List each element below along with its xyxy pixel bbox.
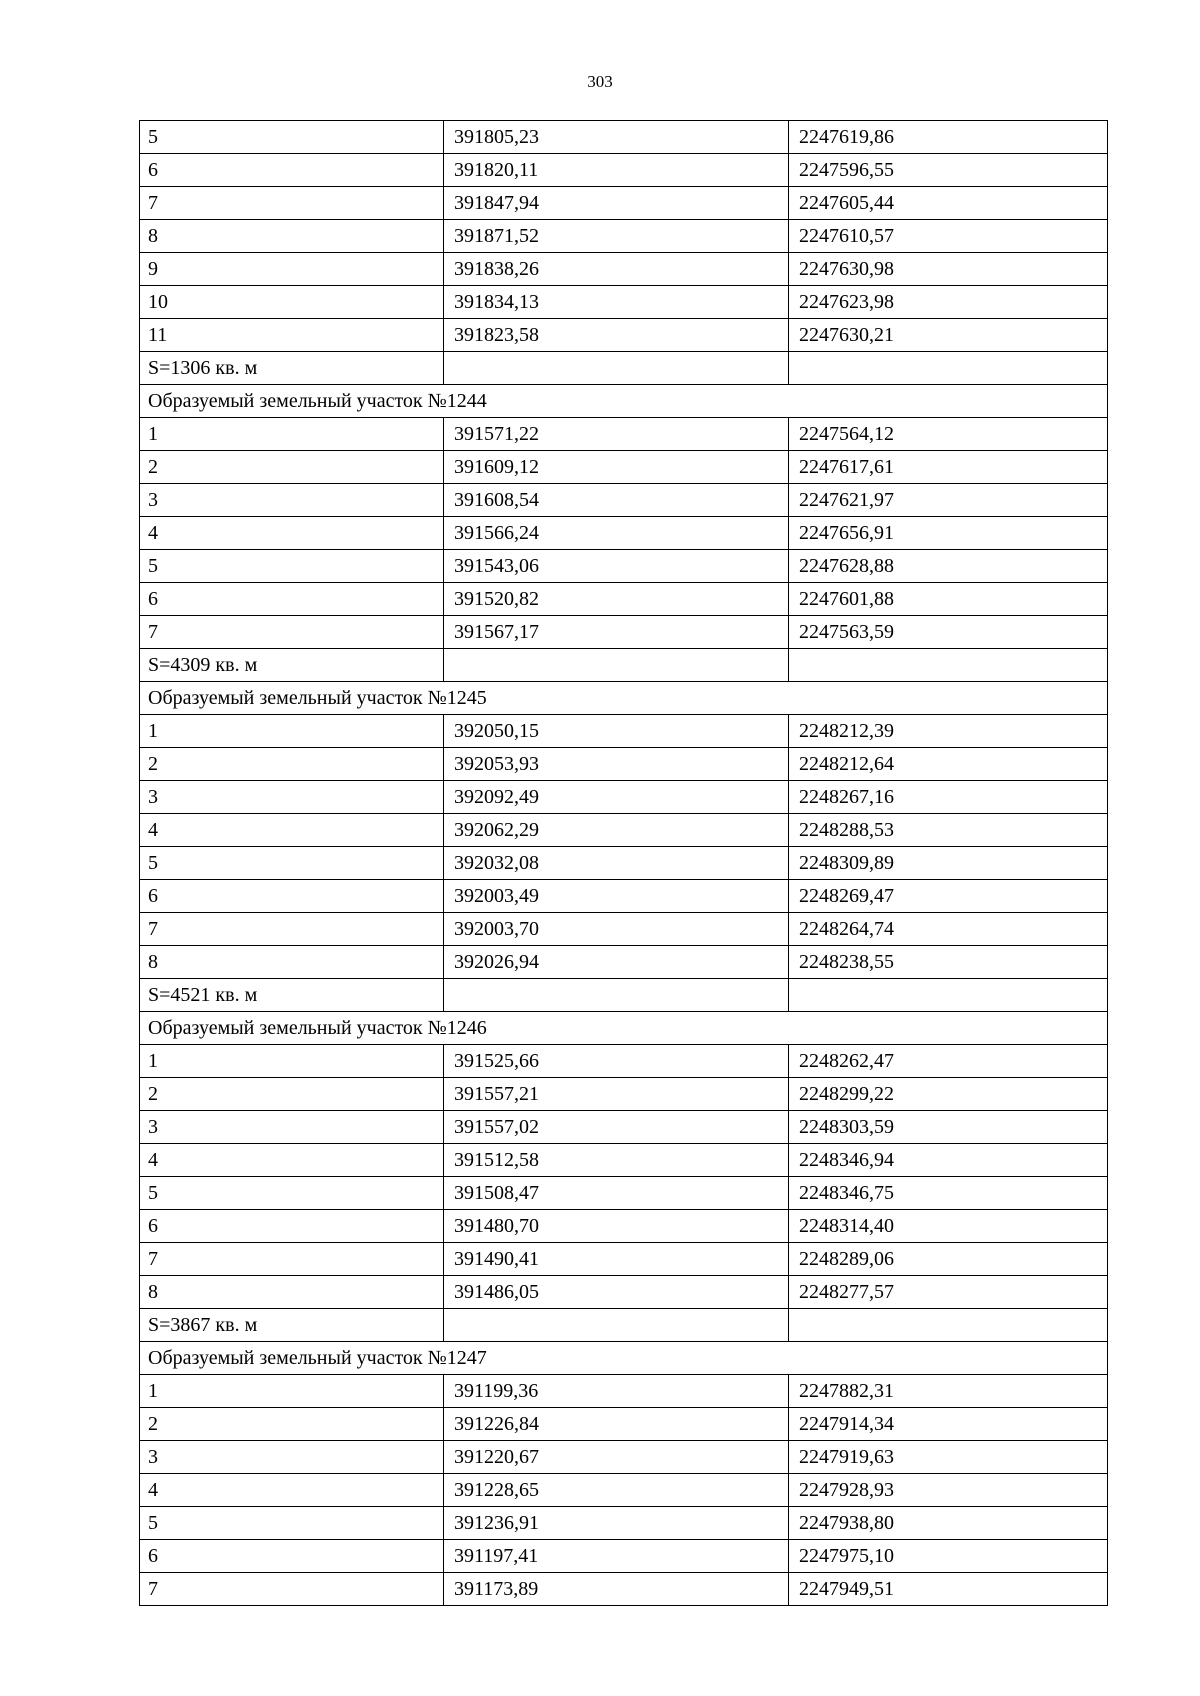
coordinate-row (140, 1540, 1108, 1573)
y-coordinate-cell: 2248346,94 (789, 1144, 1108, 1177)
x-coordinate-cell: 392050,15 (444, 715, 789, 748)
y-coordinate-cell: 2248346,75 (789, 1177, 1108, 1210)
area-row (140, 352, 1108, 385)
empty-cell (444, 649, 789, 682)
x-coordinate-cell: 391847,94 (444, 187, 789, 220)
y-coordinate-cell: 2248314,40 (789, 1210, 1108, 1243)
point-number-cell: 5 (140, 1177, 444, 1210)
y-coordinate-cell: 2247630,98 (789, 253, 1108, 286)
x-coordinate-cell: 391525,66 (444, 1045, 789, 1078)
point-number-cell: 3 (140, 781, 444, 814)
coordinate-row (140, 1045, 1108, 1078)
x-coordinate-cell: 391236,91 (444, 1507, 789, 1540)
coordinate-row (140, 187, 1108, 220)
y-coordinate-cell: 2247621,97 (789, 484, 1108, 517)
x-coordinate-cell: 391228,65 (444, 1474, 789, 1507)
x-coordinate-cell: 392062,29 (444, 814, 789, 847)
x-coordinate-cell: 391490,41 (444, 1243, 789, 1276)
x-coordinate-cell: 392032,08 (444, 847, 789, 880)
y-coordinate-cell: 2247617,61 (789, 451, 1108, 484)
parcel-title-cell: Образуемый земельный участок №1246 (140, 1012, 1108, 1045)
x-coordinate-cell: 391557,21 (444, 1078, 789, 1111)
y-coordinate-cell: 2247949,51 (789, 1573, 1108, 1606)
coordinate-row (140, 1144, 1108, 1177)
point-number-cell: 6 (140, 880, 444, 913)
y-coordinate-cell: 2247919,63 (789, 1441, 1108, 1474)
coordinates-table (139, 120, 1108, 1606)
y-coordinate-cell: 2247914,34 (789, 1408, 1108, 1441)
x-coordinate-cell: 392003,70 (444, 913, 789, 946)
x-coordinate-cell: 391567,17 (444, 616, 789, 649)
coordinate-row (140, 154, 1108, 187)
x-coordinate-cell: 391566,24 (444, 517, 789, 550)
x-coordinate-cell: 391512,58 (444, 1144, 789, 1177)
coordinate-row (140, 1243, 1108, 1276)
coordinate-row (140, 517, 1108, 550)
parcel-title-cell: Образуемый земельный участок №1247 (140, 1342, 1108, 1375)
point-number-cell: 5 (140, 121, 444, 154)
area-cell: S=4309 кв. м (140, 649, 444, 682)
empty-cell (789, 352, 1108, 385)
coordinate-row (140, 1573, 1108, 1606)
y-coordinate-cell: 2247610,57 (789, 220, 1108, 253)
y-coordinate-cell: 2248267,16 (789, 781, 1108, 814)
coordinate-row (140, 286, 1108, 319)
x-coordinate-cell: 391508,47 (444, 1177, 789, 1210)
area-row (140, 979, 1108, 1012)
point-number-cell: 5 (140, 847, 444, 880)
y-coordinate-cell: 2248212,39 (789, 715, 1108, 748)
point-number-cell: 11 (140, 319, 444, 352)
y-coordinate-cell: 2248212,64 (789, 748, 1108, 781)
page-number: 303 (587, 72, 613, 91)
y-coordinate-cell: 2247882,31 (789, 1375, 1108, 1408)
parcel-header-row (140, 682, 1108, 715)
x-coordinate-cell: 391823,58 (444, 319, 789, 352)
point-number-cell: 10 (140, 286, 444, 319)
y-coordinate-cell: 2248299,22 (789, 1078, 1108, 1111)
x-coordinate-cell: 391820,11 (444, 154, 789, 187)
y-coordinate-cell: 2248303,59 (789, 1111, 1108, 1144)
area-row (140, 649, 1108, 682)
y-coordinate-cell: 2247563,59 (789, 616, 1108, 649)
area-cell: S=3867 кв. м (140, 1309, 444, 1342)
coordinate-row (140, 814, 1108, 847)
y-coordinate-cell: 2248264,74 (789, 913, 1108, 946)
point-number-cell: 7 (140, 913, 444, 946)
y-coordinate-cell: 2247656,91 (789, 517, 1108, 550)
point-number-cell: 8 (140, 220, 444, 253)
point-number-cell: 7 (140, 1243, 444, 1276)
coordinate-row (140, 1210, 1108, 1243)
parcel-header-row (140, 1012, 1108, 1045)
point-number-cell: 4 (140, 517, 444, 550)
y-coordinate-cell: 2247975,10 (789, 1540, 1108, 1573)
coordinate-row (140, 418, 1108, 451)
y-coordinate-cell: 2248269,47 (789, 880, 1108, 913)
point-number-cell: 7 (140, 187, 444, 220)
y-coordinate-cell: 2247564,12 (789, 418, 1108, 451)
point-number-cell: 3 (140, 1111, 444, 1144)
x-coordinate-cell: 391486,05 (444, 1276, 789, 1309)
coordinate-row (140, 451, 1108, 484)
coordinate-row (140, 1078, 1108, 1111)
coordinate-row (140, 319, 1108, 352)
x-coordinate-cell: 391608,54 (444, 484, 789, 517)
y-coordinate-cell: 2248309,89 (789, 847, 1108, 880)
coordinate-row (140, 550, 1108, 583)
coordinate-row (140, 748, 1108, 781)
area-row (140, 1309, 1108, 1342)
point-number-cell: 7 (140, 1573, 444, 1606)
point-number-cell: 2 (140, 748, 444, 781)
parcel-header-row (140, 385, 1108, 418)
y-coordinate-cell: 2248238,55 (789, 946, 1108, 979)
empty-cell (444, 979, 789, 1012)
y-coordinate-cell: 2247938,80 (789, 1507, 1108, 1540)
empty-cell (444, 352, 789, 385)
coordinate-row (140, 583, 1108, 616)
point-number-cell: 2 (140, 1408, 444, 1441)
coordinate-row (140, 1474, 1108, 1507)
x-coordinate-cell: 391838,26 (444, 253, 789, 286)
point-number-cell: 4 (140, 814, 444, 847)
y-coordinate-cell: 2247623,98 (789, 286, 1108, 319)
y-coordinate-cell: 2248277,57 (789, 1276, 1108, 1309)
coordinate-row (140, 1375, 1108, 1408)
coordinate-row (140, 715, 1108, 748)
point-number-cell: 1 (140, 418, 444, 451)
coordinate-row (140, 1111, 1108, 1144)
point-number-cell: 2 (140, 451, 444, 484)
y-coordinate-cell: 2247605,44 (789, 187, 1108, 220)
coordinate-row (140, 847, 1108, 880)
point-number-cell: 7 (140, 616, 444, 649)
y-coordinate-cell: 2247619,86 (789, 121, 1108, 154)
coordinate-row (140, 946, 1108, 979)
point-number-cell: 8 (140, 946, 444, 979)
x-coordinate-cell: 391226,84 (444, 1408, 789, 1441)
coordinate-row (140, 1276, 1108, 1309)
y-coordinate-cell: 2248288,53 (789, 814, 1108, 847)
coordinate-row (140, 1507, 1108, 1540)
x-coordinate-cell: 391871,52 (444, 220, 789, 253)
empty-cell (789, 1309, 1108, 1342)
y-coordinate-cell: 2248289,06 (789, 1243, 1108, 1276)
point-number-cell: 5 (140, 1507, 444, 1540)
point-number-cell: 1 (140, 715, 444, 748)
point-number-cell: 1 (140, 1375, 444, 1408)
coordinate-row (140, 616, 1108, 649)
point-number-cell: 1 (140, 1045, 444, 1078)
coordinate-row (140, 253, 1108, 286)
point-number-cell: 3 (140, 1441, 444, 1474)
x-coordinate-cell: 392092,49 (444, 781, 789, 814)
parcel-header-row (140, 1342, 1108, 1375)
point-number-cell: 9 (140, 253, 444, 286)
point-number-cell: 5 (140, 550, 444, 583)
point-number-cell: 8 (140, 1276, 444, 1309)
y-coordinate-cell: 2247628,88 (789, 550, 1108, 583)
point-number-cell: 4 (140, 1474, 444, 1507)
y-coordinate-cell: 2247596,55 (789, 154, 1108, 187)
x-coordinate-cell: 391571,22 (444, 418, 789, 451)
point-number-cell: 2 (140, 1078, 444, 1111)
point-number-cell: 6 (140, 154, 444, 187)
y-coordinate-cell: 2248262,47 (789, 1045, 1108, 1078)
x-coordinate-cell: 392026,94 (444, 946, 789, 979)
coordinate-row (140, 1408, 1108, 1441)
coordinate-row (140, 1177, 1108, 1210)
area-cell: S=4521 кв. м (140, 979, 444, 1012)
point-number-cell: 4 (140, 1144, 444, 1177)
x-coordinate-cell: 391557,02 (444, 1111, 789, 1144)
x-coordinate-cell: 392003,49 (444, 880, 789, 913)
x-coordinate-cell: 391173,89 (444, 1573, 789, 1606)
x-coordinate-cell: 391480,70 (444, 1210, 789, 1243)
empty-cell (444, 1309, 789, 1342)
coordinate-row (140, 121, 1108, 154)
x-coordinate-cell: 391197,41 (444, 1540, 789, 1573)
y-coordinate-cell: 2247928,93 (789, 1474, 1108, 1507)
x-coordinate-cell: 391543,06 (444, 550, 789, 583)
coordinate-row (140, 484, 1108, 517)
x-coordinate-cell: 391220,67 (444, 1441, 789, 1474)
coordinate-row (140, 781, 1108, 814)
coordinate-row (140, 913, 1108, 946)
parcel-title-cell: Образуемый земельный участок №1244 (140, 385, 1108, 418)
parcel-title-cell: Образуемый земельный участок №1245 (140, 682, 1108, 715)
coordinate-row (140, 880, 1108, 913)
empty-cell (789, 649, 1108, 682)
coordinate-row (140, 220, 1108, 253)
coordinates-table-body (140, 121, 1108, 1606)
y-coordinate-cell: 2247601,88 (789, 583, 1108, 616)
x-coordinate-cell: 391520,82 (444, 583, 789, 616)
x-coordinate-cell: 392053,93 (444, 748, 789, 781)
point-number-cell: 6 (140, 583, 444, 616)
point-number-cell: 3 (140, 484, 444, 517)
x-coordinate-cell: 391805,23 (444, 121, 789, 154)
point-number-cell: 6 (140, 1210, 444, 1243)
coordinate-row (140, 1441, 1108, 1474)
point-number-cell: 6 (140, 1540, 444, 1573)
empty-cell (789, 979, 1108, 1012)
y-coordinate-cell: 2247630,21 (789, 319, 1108, 352)
x-coordinate-cell: 391199,36 (444, 1375, 789, 1408)
x-coordinate-cell: 391609,12 (444, 451, 789, 484)
x-coordinate-cell: 391834,13 (444, 286, 789, 319)
area-cell: S=1306 кв. м (140, 352, 444, 385)
